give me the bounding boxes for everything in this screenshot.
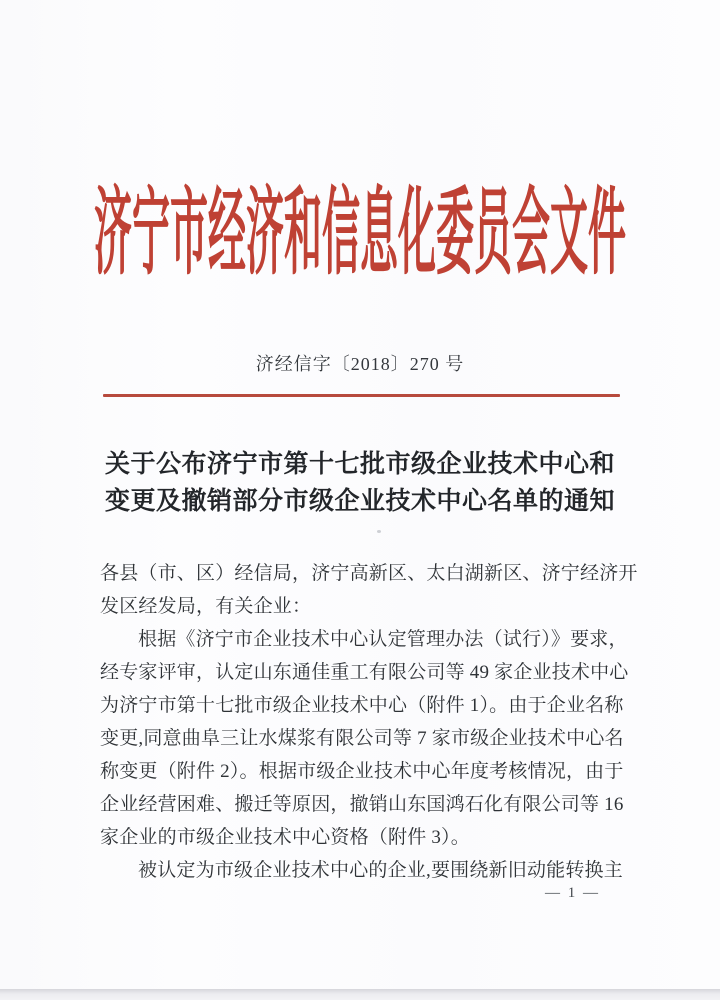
masthead-divider-rule [103,394,620,397]
document-title [0,446,720,520]
body-text-line: 各县（市、区）经信局，济宁高新区、太白湖新区、济宁经济开 [100,563,638,584]
scan-edge-shadow [0,989,720,1000]
agency-masthead [0,180,720,286]
agency-masthead-title: 济宁市经济和信息化委员会文件 [94,180,627,286]
body-text-line: 经专家评审，认定山东通佳重工有限公司等 49 家企业技术中心 [100,662,629,683]
body-text-line: 称变更（附件 2）。根据市级企业技术中心年度考核情况，由于 [100,761,624,782]
document-title-line-2: 变更及撤销部分市级企业技术中心名单的通知 [104,488,615,515]
body-text-line: 被认定为市级企业技术中心的企业,要围绕新旧动能转换主 [138,860,623,881]
body-text-line: 为济宁市第十七批市级企业技术中心（附件 1）。由于企业名称 [100,695,624,716]
document-body [100,557,638,887]
body-text-line: 变更,同意曲阜三让水煤浆有限公司等 7 家市级企业技术中心名 [100,728,624,749]
document-title-line-1: 关于公布济宁市第十七批市级企业技术中心和 [104,451,615,478]
scan-speck [377,530,381,533]
page-number: — 1 — [545,885,600,901]
body-text-line: 发区经发局，有关企业： [100,596,312,617]
document-reference-number: 济经信字〔2018〕270 号 [255,354,465,374]
body-text-line: 企业经营困难、搬迁等原因，撤销山东国鸿石化有限公司等 16 [100,794,624,815]
body-text-line: 家企业的市级企业技术中心资格（附件 3）。 [100,827,470,848]
body-text-line: 根据《济宁市企业技术中心认定管理办法（试行）》要求， [138,629,628,650]
